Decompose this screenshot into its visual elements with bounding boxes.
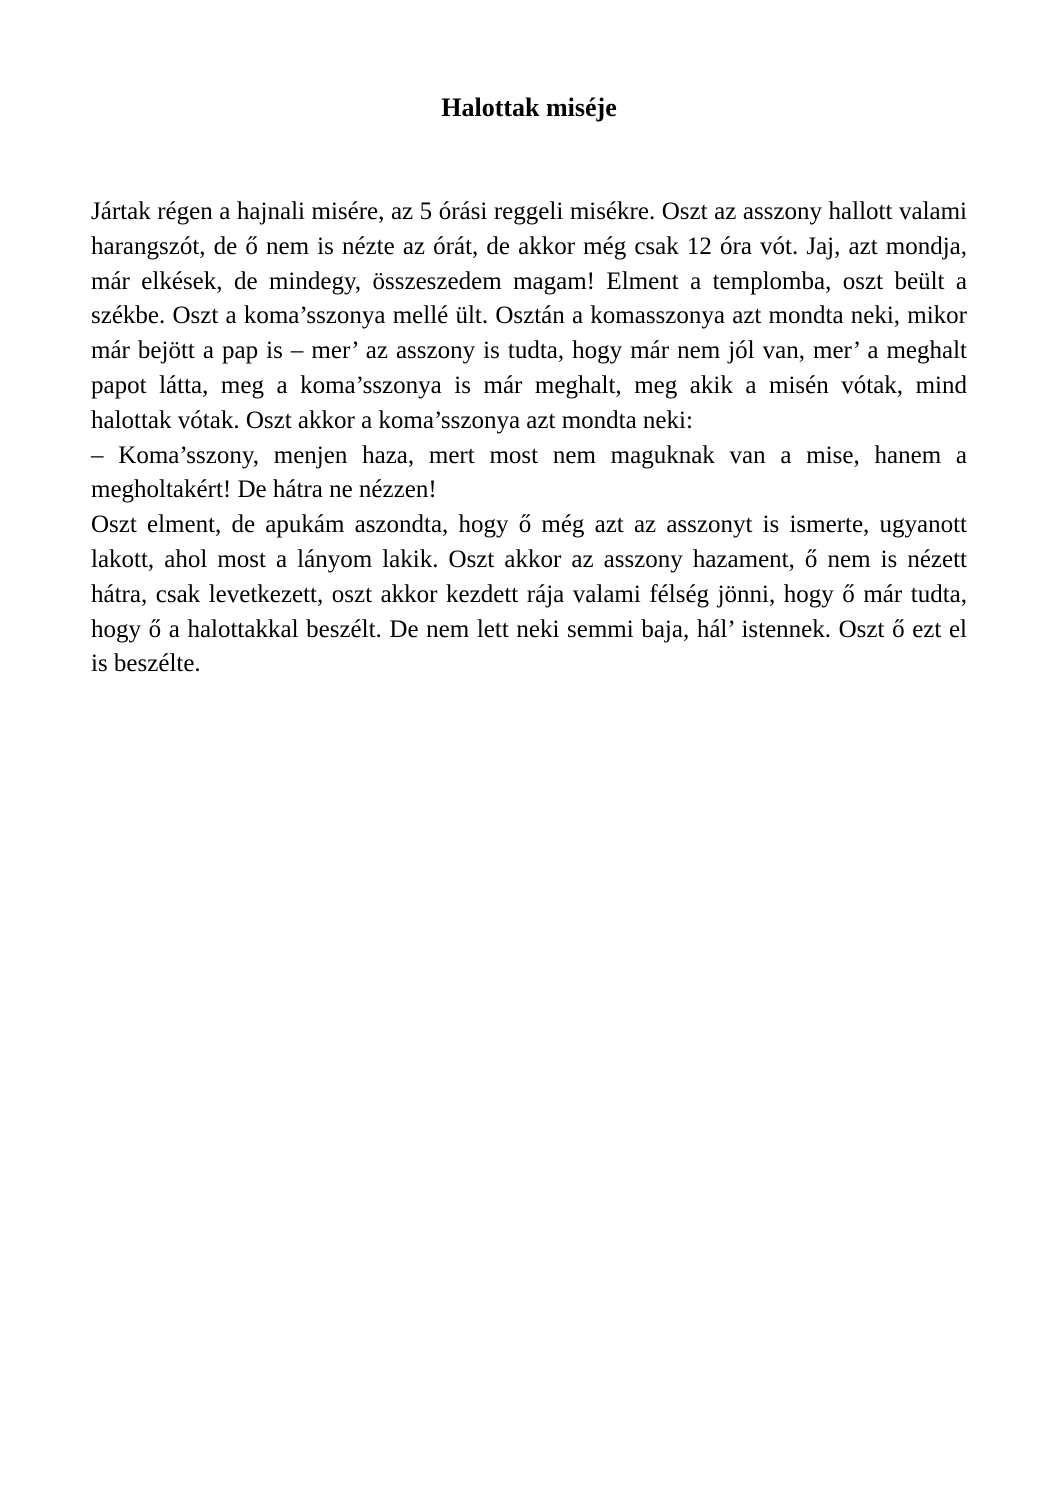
document-page xyxy=(91,0,967,1500)
paragraph-2-dialogue: – Koma’sszony, menjen haza, mert most nem maguknak van a mise, hanem a megholtakért! De hátra ne nézzen! xyxy=(91,441,967,504)
paragraph-1: Jártak régen a hajnali misére, az 5 órási reggeli misékre. Oszt az asszony hallott valami harangszót, de ő nem is nézte az órát, de akkor még csak 12 óra vót. Jaj, azt mondja, már elkések, de mindegy, összeszedem magam! Elment a templomba, oszt beült a székbe. Oszt a koma’sszonya mellé ült. Osztán a komasszonya azt mondta neki, mikor már bejött a pap is – mer’ az asszony is tudta, hogy már nem jól van, mer’ a meghalt papot látta, meg a koma’sszonya is már meghalt, meg akik a misén vótak, mind halottak vótak. Oszt akkor a koma’sszonya azt mondta neki: xyxy=(91,198,967,434)
paragraph-3: Oszt elment, de apukám aszondta, hogy ő még azt az asszonyt is ismerte, ugyanott lakott, ahol most a lányom lakik. Oszt akkor az asszony hazament, ő nem is nézett hátra, csak levetkezett, oszt akkor kezdett rája valami félség jönni, hogy ő már tudta, hogy ő a halottakkal beszélt. De nem lett neki semmi baja, hál’ istennek. Oszt ő ezt el is beszélte. xyxy=(91,511,967,678)
document-body xyxy=(91,195,967,682)
document-title: Halottak miséje xyxy=(441,93,617,122)
